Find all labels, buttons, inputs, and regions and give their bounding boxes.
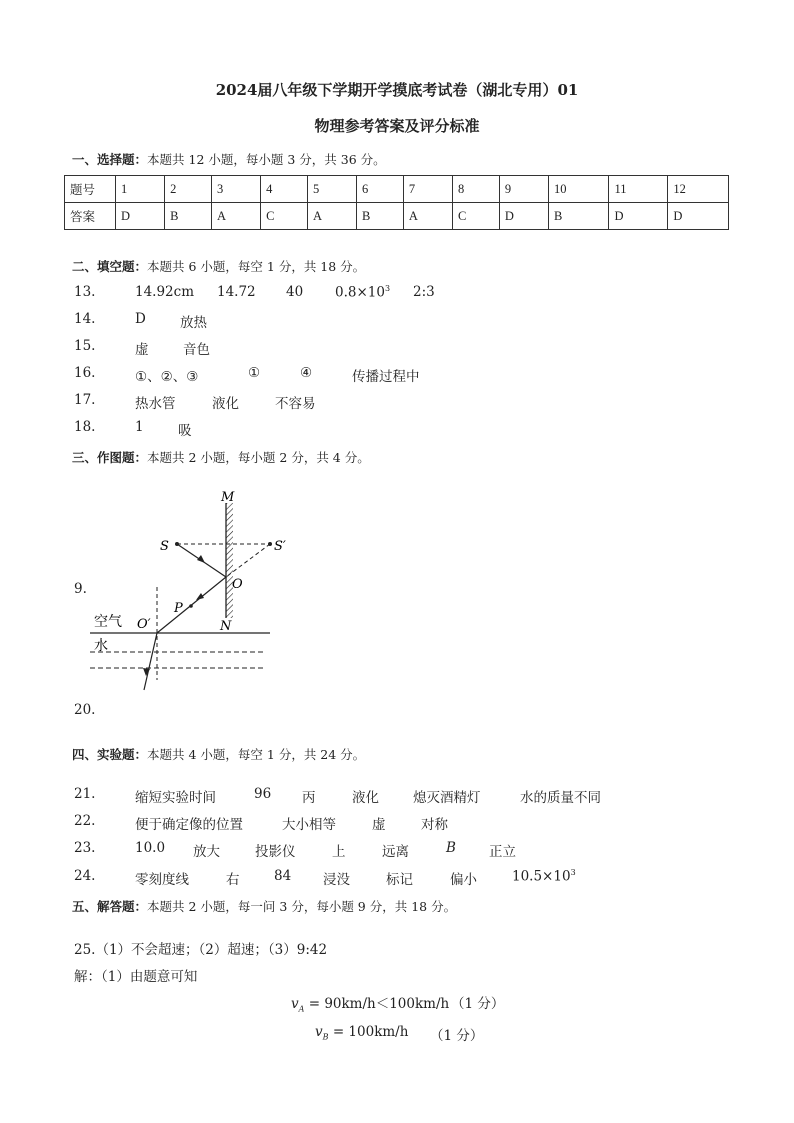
equation-2-score: （1 分） <box>430 1028 484 1044</box>
answer-blank: 14.92cm <box>135 284 195 300</box>
table-cell: D <box>499 203 548 230</box>
question-number: 18. <box>74 419 96 435</box>
section4-label: 四、实验题： <box>72 747 148 762</box>
solution-intro: 解：（1）由题意可知 <box>74 969 198 985</box>
table-cell: A <box>307 203 356 230</box>
table-cell: 1 <box>116 176 165 203</box>
question-number: 14. <box>74 311 96 327</box>
question-number-19: 9. <box>74 581 87 597</box>
answer-blank: 标记 <box>386 872 413 888</box>
row-label-answer: 答案 <box>65 203 116 230</box>
answer-blank: $10.5\times 10^3$ <box>512 868 576 885</box>
question-number: 15. <box>74 338 96 354</box>
table-cell: 10 <box>548 176 608 203</box>
table-cell: A <box>403 203 452 230</box>
table-cell: D <box>609 203 668 230</box>
answer-blank: 熄灭酒精灯 <box>413 790 481 806</box>
answer-blank: 正立 <box>489 844 516 860</box>
question-number: 16. <box>74 365 96 381</box>
answer-blank: 液化 <box>212 396 239 412</box>
section5-label: 五、解答题： <box>72 899 148 914</box>
point-P <box>189 604 193 608</box>
section4-desc: 本题共 4 小题，每空 1 分，共 24 分。 <box>147 747 366 762</box>
table-row-answers <box>65 203 729 230</box>
table-cell: 8 <box>453 176 500 203</box>
equation-2: $v_B = 100km/h$ <box>315 1024 409 1042</box>
section2-desc: 本题共 6 小题，每空 1 分，共 18 分。 <box>147 259 366 274</box>
table-cell: 7 <box>403 176 452 203</box>
section1-label: 一、选择题： <box>72 152 148 167</box>
answer-blank: 虚 <box>135 342 149 358</box>
section1-heading <box>72 150 386 168</box>
table-cell: 5 <box>307 176 356 203</box>
table-cell: D <box>116 203 165 230</box>
question-number-20: 20. <box>74 702 96 718</box>
answer-blank: 远离 <box>382 844 409 860</box>
question-number: 24. <box>74 868 96 884</box>
arrow-icon <box>196 593 204 600</box>
answer-blank: 吸 <box>178 423 192 439</box>
answer-blank: 水的质量不同 <box>520 790 601 806</box>
section5-desc: 本题共 2 小题，每一问 3 分，每小题 9 分，共 18 分。 <box>147 899 457 914</box>
question-number: 17. <box>74 392 96 408</box>
table-cell: 3 <box>211 176 260 203</box>
answer-blank: 丙 <box>302 790 316 806</box>
label-S: S <box>160 539 169 554</box>
answer-blank: 1 <box>135 419 144 435</box>
equation-1-score: （1 分） <box>451 996 505 1012</box>
question-number: 21. <box>74 786 96 802</box>
answer-blank: 热水管 <box>135 396 176 412</box>
table-cell: D <box>668 203 729 230</box>
section3-desc: 本题共 2 小题，每小题 2 分，共 4 分。 <box>147 450 370 465</box>
section4-heading <box>72 745 365 763</box>
answer-blank: 音色 <box>183 342 210 358</box>
question-number: 13. <box>74 284 96 300</box>
document-title: 2024届八年级下学期开学摸底考试卷（湖北专用）01 <box>215 81 579 99</box>
optics-diagram <box>80 480 286 695</box>
answer-blank: 偏小 <box>450 872 477 888</box>
answer-blank: 不容易 <box>275 396 316 412</box>
answer-blank: 浸没 <box>323 872 350 888</box>
label-N: N <box>220 619 232 634</box>
mirror-hatching <box>226 503 233 618</box>
answer-blank: 上 <box>332 844 346 860</box>
equation-1: $v_A = 90km/h<100km/h$ <box>291 996 450 1014</box>
arrow-icon <box>197 555 205 563</box>
table-cell: C <box>261 203 308 230</box>
table-cell: C <box>453 203 500 230</box>
label-O-prime: O′ <box>137 617 151 632</box>
label-M: M <box>221 490 235 505</box>
table-cell: 4 <box>261 176 308 203</box>
answer-blank: 投影仪 <box>255 844 296 860</box>
section3-label: 三、作图题： <box>72 450 148 465</box>
answer-blank: 84 <box>274 868 292 884</box>
table-cell: B <box>357 203 404 230</box>
table-cell: 12 <box>668 176 729 203</box>
answer-blank: 大小相等 <box>282 817 336 833</box>
table-cell: B <box>165 203 212 230</box>
answer-blank: 2:3 <box>413 284 435 300</box>
section2-heading <box>72 257 365 275</box>
label-S-prime: S′ <box>274 539 286 554</box>
section5-heading <box>72 897 456 915</box>
answer-blank: 放大 <box>193 844 220 860</box>
table-cell: A <box>211 203 260 230</box>
refracted-ray <box>144 633 157 690</box>
answer-blank: 传播过程中 <box>352 369 420 385</box>
table-cell: 11 <box>609 176 668 203</box>
table-cell: 6 <box>357 176 404 203</box>
answer-blank: $0.8\times 10^3$ <box>335 284 391 301</box>
q25-summary: 25.（1）不会超速；（2）超速；（3）9:42 <box>74 942 328 958</box>
answer-blank: 液化 <box>352 790 379 806</box>
answer-blank: 40 <box>286 284 304 300</box>
label-O: O <box>232 577 243 592</box>
table-row-numbers <box>65 176 729 203</box>
answer-blank: 便于确定像的位置 <box>135 817 243 833</box>
table-cell: 9 <box>499 176 548 203</box>
row-label-number: 题号 <box>65 176 116 203</box>
answer-blank: 96 <box>254 786 272 802</box>
answer-blank: 零刻度线 <box>135 872 189 888</box>
answer-blank: 缩短实验时间 <box>135 790 216 806</box>
answer-blank: 虚 <box>372 817 386 833</box>
section3-heading <box>72 448 370 466</box>
answer-blank: 对称 <box>421 817 448 833</box>
label-P: P <box>174 601 183 616</box>
answer-blank: B <box>446 840 456 856</box>
answer-blank: ①、②、③ <box>135 369 199 385</box>
answer-blank: 右 <box>226 872 240 888</box>
answer-blank: 10.0 <box>135 840 166 856</box>
arrow-icon <box>143 668 150 676</box>
document-subtitle: 物理参考答案及评分标准 <box>314 117 480 135</box>
question-number: 23. <box>74 840 96 856</box>
section2-label: 二、填空题： <box>72 259 148 274</box>
question-number: 22. <box>74 813 96 829</box>
section1-desc: 本题共 12 小题，每小题 3 分，共 36 分。 <box>147 152 386 167</box>
table-cell: B <box>548 203 608 230</box>
answer-table <box>64 175 729 230</box>
answer-blank: ① <box>248 365 261 381</box>
answer-blank: 14.72 <box>217 284 256 300</box>
answer-blank: 放热 <box>180 315 207 331</box>
table-cell: 2 <box>165 176 212 203</box>
label-water: 水 <box>94 638 108 654</box>
answer-blank: ④ <box>300 365 313 381</box>
label-air: 空气 <box>94 614 122 630</box>
answer-blank: D <box>135 311 146 327</box>
